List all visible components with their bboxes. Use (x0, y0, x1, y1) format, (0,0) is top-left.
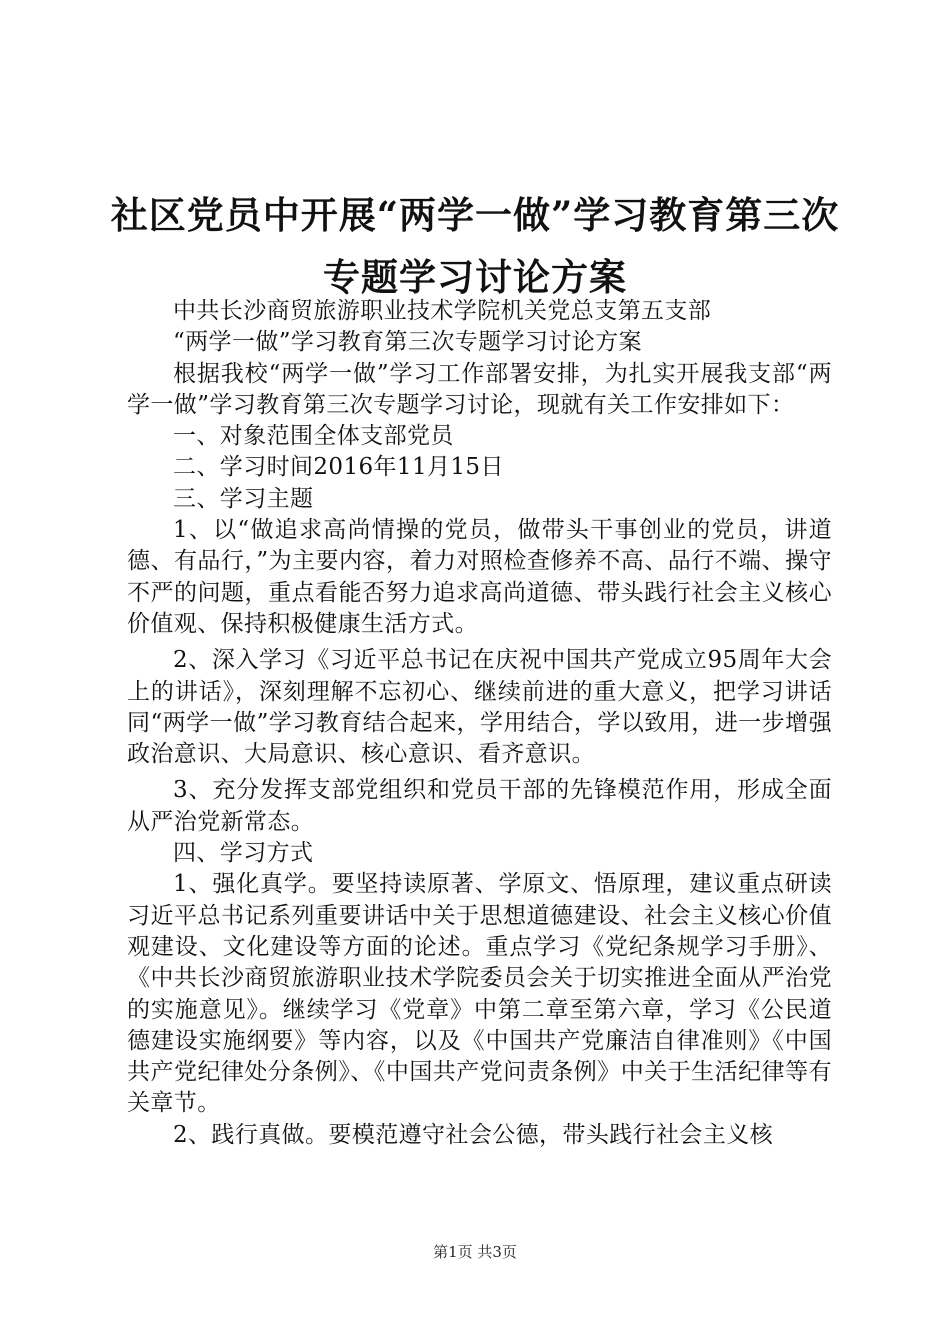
paragraph-section-4: 四、学习方式 (173, 840, 314, 867)
paragraph-section-1: 一、对象范围全体支部党员 (173, 423, 454, 450)
paragraph-method-2: 2、践行真做。要模范遵守社会公德，带头践行社会主义核 (173, 1121, 774, 1148)
document-title-line-2: 专题学习讨论方案 (323, 255, 627, 299)
paragraph-subtitle: “两学一做”学习教育第三次专题学习讨论方案 (173, 329, 642, 356)
paragraph-theme-3: 3、充分发挥支部党组织和党员干部的先锋模范作用，形成全面从严治党新常态。 (127, 777, 832, 835)
document-title-line-1: 社区党员中开展“两学一做”学习教育第三次 (110, 193, 840, 237)
paragraph-org: 中共长沙商贸旅游职业技术学院机关党总支第五支部 (173, 298, 712, 324)
paragraph-section-2: 二、学习时间2016年11月15日 (173, 454, 504, 481)
paragraph-method-1: 1、强化真学。要坚持读原著、学原文、悟原理，建议重点研读习近平总书记系列重要讲话中关于思想道德建设、社会主义核心价值观建设、文化建设等方面的论述。重点学习《党纪条规学习手册》、《中共长沙商贸旅游职业技术学院委员会关于切实推进全面从严治党的实施意见》。继续学习《党章》中第二章至第六章，学习《公民道德建设实施纲要》等内容，以及《中国共产党廉洁自律准则》《中国共产党纪律处分条例》、《中国共产党问责条例》中关于生活纪律等有关章节。 (127, 871, 832, 1117)
paragraph-intro: 根据我校“两学一做”学习工作部署安排，为扎实开展我支部“两学一做”学习教育第三次专题学习讨论，现就有关工作安排如下： (127, 360, 832, 418)
paragraph-section-3: 三、学习主题 (173, 485, 314, 512)
page-footer: 第1页 共3页 (433, 1243, 517, 1261)
document-body (127, 296, 832, 1151)
paragraph-theme-1: 1、以“做追求高尚情操的党员，做带头干事创业的党员，讲道德、有品行，”为主要内容，着力对照检查修养不高、品行不端、操守不严的问题，重点看能否努力追求高尚道德、带头践行社会主义核心价值观、保持积极健康生活方式。 (127, 517, 832, 637)
paragraph-theme-2: 2、深入学习《习近平总书记在庆祝中国共产党成立95周年大会上的讲话》，深刻理解不忘初心、继续前进的重大意义，把学习讲话同“两学一做”学习教育结合起来，学用结合，学以致用，进一步增强政治意识、大局意识、核心意识、看齐意识。 (127, 647, 832, 768)
